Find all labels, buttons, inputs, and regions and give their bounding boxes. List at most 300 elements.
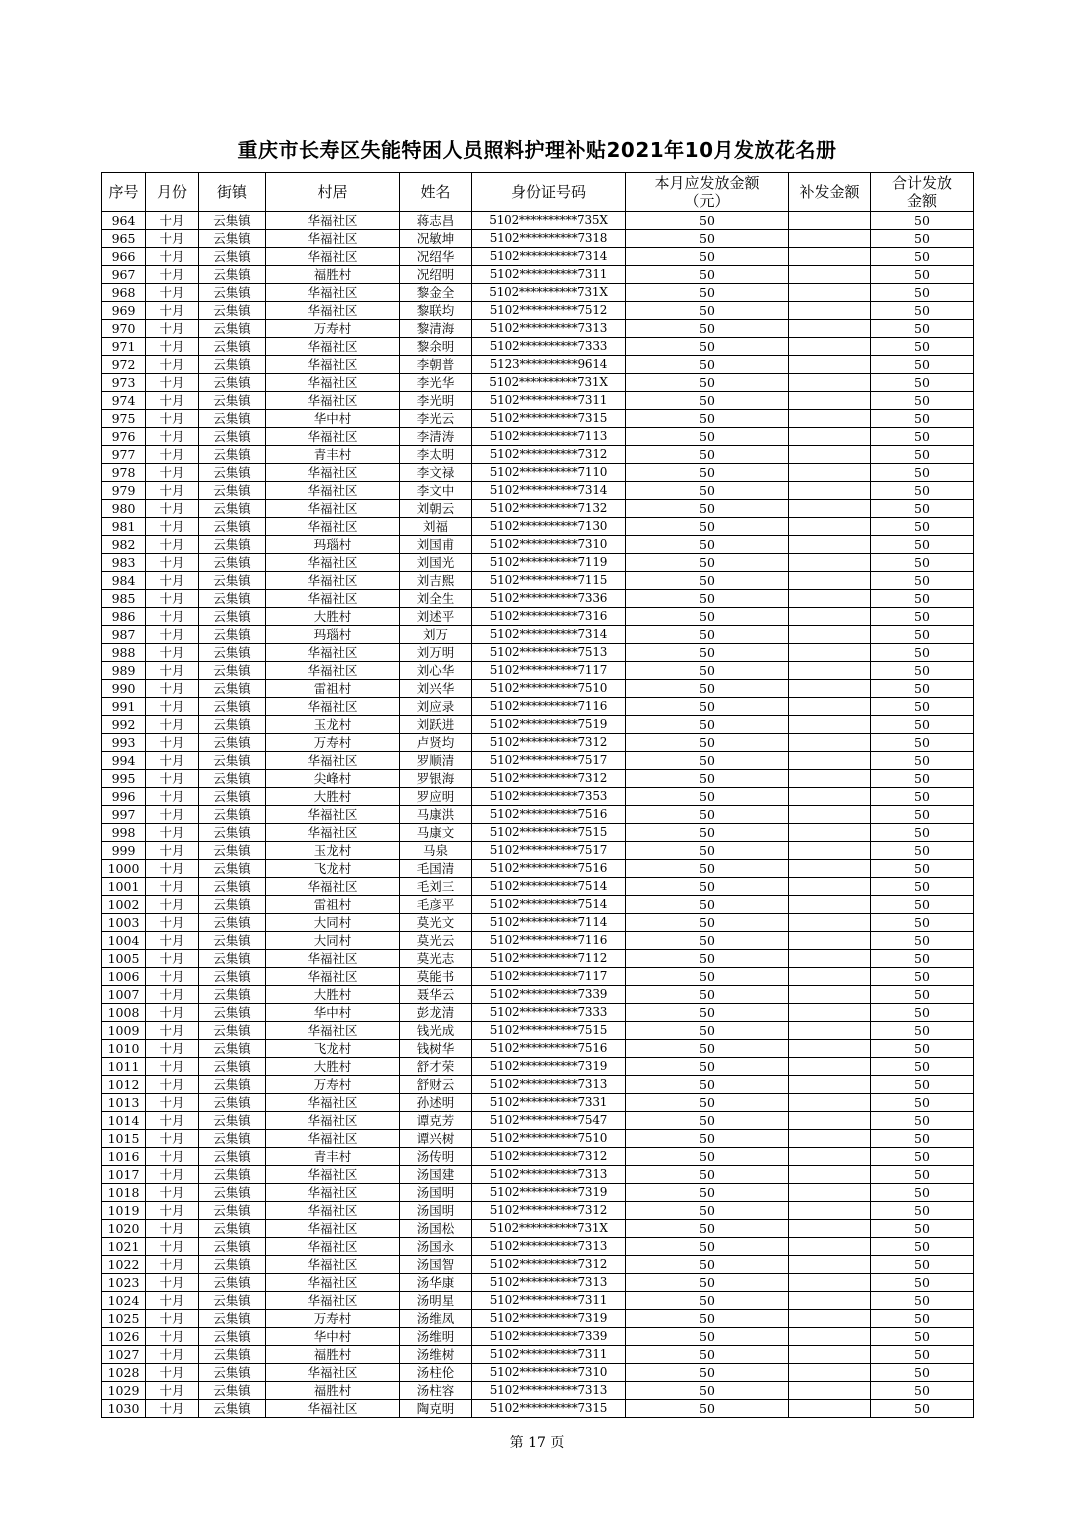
cell-total: 50 <box>871 1004 974 1022</box>
cell-month: 十月 <box>146 1256 199 1274</box>
cell-town: 云集镇 <box>199 536 266 554</box>
cell-seq: 1023 <box>102 1274 146 1292</box>
cell-month: 十月 <box>146 752 199 770</box>
cell-town: 云集镇 <box>199 410 266 428</box>
cell-back-pay <box>789 1364 871 1382</box>
cell-month: 十月 <box>146 410 199 428</box>
cell-village: 华福社区 <box>266 1400 400 1418</box>
cell-town: 云集镇 <box>199 1112 266 1130</box>
cell-amount-due: 50 <box>626 500 789 518</box>
table-row <box>102 1400 974 1418</box>
cell-back-pay <box>789 968 871 986</box>
cell-amount-due: 50 <box>626 374 789 392</box>
cell-id-number: 5102**********735X <box>472 212 626 230</box>
cell-name: 汤明星 <box>400 1292 472 1310</box>
cell-total: 50 <box>871 1130 974 1148</box>
cell-total: 50 <box>871 500 974 518</box>
cell-town: 云集镇 <box>199 1364 266 1382</box>
cell-name: 刘万 <box>400 626 472 644</box>
cell-total: 50 <box>871 662 974 680</box>
cell-village: 华福社区 <box>266 1202 400 1220</box>
cell-id-number: 5102**********7312 <box>472 1148 626 1166</box>
cell-village: 华福社区 <box>266 752 400 770</box>
table-row <box>102 734 974 752</box>
cell-id-number: 5102**********7314 <box>472 626 626 644</box>
cell-month: 十月 <box>146 608 199 626</box>
table-row <box>102 1130 974 1148</box>
cell-amount-due: 50 <box>626 428 789 446</box>
cell-month: 十月 <box>146 662 199 680</box>
cell-amount-due: 50 <box>626 878 789 896</box>
cell-town: 云集镇 <box>199 932 266 950</box>
cell-amount-due: 50 <box>626 266 789 284</box>
cell-seq: 969 <box>102 302 146 320</box>
cell-village: 雷祖村 <box>266 896 400 914</box>
cell-amount-due: 50 <box>626 752 789 770</box>
cell-back-pay <box>789 284 871 302</box>
cell-seq: 1024 <box>102 1292 146 1310</box>
cell-seq: 989 <box>102 662 146 680</box>
cell-village: 大胜村 <box>266 788 400 806</box>
table-row <box>102 500 974 518</box>
cell-total: 50 <box>871 896 974 914</box>
cell-total: 50 <box>871 968 974 986</box>
cell-name: 黎余明 <box>400 338 472 356</box>
cell-amount-due: 50 <box>626 410 789 428</box>
cell-total: 50 <box>871 1058 974 1076</box>
cell-town: 云集镇 <box>199 518 266 536</box>
cell-amount-due: 50 <box>626 320 789 338</box>
cell-village: 华中村 <box>266 1328 400 1346</box>
cell-name: 况敏坤 <box>400 230 472 248</box>
cell-id-number: 5102**********7517 <box>472 752 626 770</box>
cell-village: 尖峰村 <box>266 770 400 788</box>
cell-id-number: 5102**********7311 <box>472 266 626 284</box>
cell-village: 华福社区 <box>266 302 400 320</box>
cell-id-number: 5102**********7313 <box>472 1166 626 1184</box>
cell-amount-due: 50 <box>626 1166 789 1184</box>
table-row <box>102 572 974 590</box>
cell-village: 华福社区 <box>266 1166 400 1184</box>
cell-seq: 987 <box>102 626 146 644</box>
cell-total: 50 <box>871 1022 974 1040</box>
cell-village: 华福社区 <box>266 572 400 590</box>
table-row <box>102 1310 974 1328</box>
cell-month: 十月 <box>146 1112 199 1130</box>
table-row <box>102 932 974 950</box>
cell-village: 玛瑙村 <box>266 626 400 644</box>
cell-town: 云集镇 <box>199 338 266 356</box>
table-row <box>102 680 974 698</box>
table-row <box>102 662 974 680</box>
cell-amount-due: 50 <box>626 554 789 572</box>
cell-month: 十月 <box>146 644 199 662</box>
cell-total: 50 <box>871 950 974 968</box>
cell-name: 毛彦平 <box>400 896 472 914</box>
cell-name: 李清涛 <box>400 428 472 446</box>
cell-name: 李光云 <box>400 410 472 428</box>
cell-name: 蒋志昌 <box>400 212 472 230</box>
cell-month: 十月 <box>146 266 199 284</box>
cell-seq: 978 <box>102 464 146 482</box>
cell-amount-due: 50 <box>626 1310 789 1328</box>
cell-total: 50 <box>871 680 974 698</box>
cell-total: 50 <box>871 212 974 230</box>
cell-seq: 988 <box>102 644 146 662</box>
cell-name: 莫能书 <box>400 968 472 986</box>
cell-back-pay <box>789 896 871 914</box>
roster-table <box>101 172 974 1418</box>
cell-id-number: 5102**********7116 <box>472 932 626 950</box>
table-row <box>102 608 974 626</box>
cell-name: 刘兴华 <box>400 680 472 698</box>
cell-village: 华福社区 <box>266 1256 400 1274</box>
cell-month: 十月 <box>146 428 199 446</box>
cell-total: 50 <box>871 572 974 590</box>
cell-back-pay <box>789 338 871 356</box>
cell-seq: 1025 <box>102 1310 146 1328</box>
cell-town: 云集镇 <box>199 1130 266 1148</box>
cell-amount-due: 50 <box>626 1094 789 1112</box>
table-row <box>102 626 974 644</box>
cell-back-pay <box>789 1022 871 1040</box>
table-row <box>102 1292 974 1310</box>
cell-id-number: 5102**********7119 <box>472 554 626 572</box>
cell-village: 华福社区 <box>266 590 400 608</box>
cell-seq: 994 <box>102 752 146 770</box>
cell-amount-due: 50 <box>626 824 789 842</box>
cell-town: 云集镇 <box>199 212 266 230</box>
cell-seq: 974 <box>102 392 146 410</box>
cell-name: 汤维明 <box>400 1328 472 1346</box>
cell-amount-due: 50 <box>626 1400 789 1418</box>
cell-amount-due: 50 <box>626 698 789 716</box>
table-row <box>102 1058 974 1076</box>
cell-name: 舒财云 <box>400 1076 472 1094</box>
cell-amount-due: 50 <box>626 860 789 878</box>
cell-month: 十月 <box>146 1040 199 1058</box>
cell-total: 50 <box>871 716 974 734</box>
table-row <box>102 842 974 860</box>
cell-seq: 1014 <box>102 1112 146 1130</box>
cell-amount-due: 50 <box>626 1130 789 1148</box>
cell-back-pay <box>789 878 871 896</box>
cell-name: 聂华云 <box>400 986 472 1004</box>
cell-back-pay <box>789 464 871 482</box>
cell-total: 50 <box>871 536 974 554</box>
table-row <box>102 266 974 284</box>
cell-id-number: 5102**********7110 <box>472 464 626 482</box>
cell-amount-due: 50 <box>626 464 789 482</box>
cell-id-number: 5102**********7515 <box>472 1022 626 1040</box>
cell-back-pay <box>789 662 871 680</box>
cell-back-pay <box>789 1184 871 1202</box>
table-row <box>102 428 974 446</box>
cell-town: 云集镇 <box>199 608 266 626</box>
cell-town: 云集镇 <box>199 482 266 500</box>
cell-town: 云集镇 <box>199 1292 266 1310</box>
cell-seq: 1015 <box>102 1130 146 1148</box>
cell-amount-due: 50 <box>626 1364 789 1382</box>
cell-village: 华福社区 <box>266 392 400 410</box>
cell-village: 华福社区 <box>266 968 400 986</box>
cell-village: 华福社区 <box>266 338 400 356</box>
cell-seq: 1013 <box>102 1094 146 1112</box>
cell-back-pay <box>789 986 871 1004</box>
cell-amount-due: 50 <box>626 1040 789 1058</box>
cell-village: 华福社区 <box>266 1364 400 1382</box>
cell-total: 50 <box>871 806 974 824</box>
cell-name: 汤柱伦 <box>400 1364 472 1382</box>
table-row <box>102 554 974 572</box>
cell-town: 云集镇 <box>199 464 266 482</box>
cell-id-number: 5102**********7319 <box>472 1184 626 1202</box>
cell-id-number: 5102**********7314 <box>472 248 626 266</box>
cell-village: 华福社区 <box>266 1238 400 1256</box>
cell-total: 50 <box>871 1202 974 1220</box>
table-row <box>102 1220 974 1238</box>
cell-total: 50 <box>871 338 974 356</box>
table-row <box>102 968 974 986</box>
cell-back-pay <box>789 860 871 878</box>
cell-town: 云集镇 <box>199 1256 266 1274</box>
cell-seq: 1019 <box>102 1202 146 1220</box>
cell-amount-due: 50 <box>626 1256 789 1274</box>
cell-month: 十月 <box>146 1076 199 1094</box>
cell-village: 万寿村 <box>266 1076 400 1094</box>
cell-amount-due: 50 <box>626 734 789 752</box>
table-row <box>102 716 974 734</box>
cell-town: 云集镇 <box>199 230 266 248</box>
cell-id-number: 5102**********7117 <box>472 662 626 680</box>
cell-back-pay <box>789 1166 871 1184</box>
cell-month: 十月 <box>146 842 199 860</box>
cell-seq: 1007 <box>102 986 146 1004</box>
cell-town: 云集镇 <box>199 824 266 842</box>
cell-back-pay <box>789 1328 871 1346</box>
cell-back-pay <box>789 1112 871 1130</box>
cell-amount-due: 50 <box>626 608 789 626</box>
cell-back-pay <box>789 1094 871 1112</box>
cell-village: 万寿村 <box>266 1310 400 1328</box>
cell-name: 刘全生 <box>400 590 472 608</box>
cell-month: 十月 <box>146 1022 199 1040</box>
cell-total: 50 <box>871 608 974 626</box>
cell-town: 云集镇 <box>199 590 266 608</box>
cell-village: 万寿村 <box>266 734 400 752</box>
cell-month: 十月 <box>146 356 199 374</box>
cell-total: 50 <box>871 1220 974 1238</box>
table-row <box>102 230 974 248</box>
cell-month: 十月 <box>146 986 199 1004</box>
cell-seq: 984 <box>102 572 146 590</box>
cell-name: 李光明 <box>400 392 472 410</box>
cell-back-pay <box>789 788 871 806</box>
cell-name: 李文中 <box>400 482 472 500</box>
cell-town: 云集镇 <box>199 1184 266 1202</box>
cell-name: 毛刘三 <box>400 878 472 896</box>
cell-month: 十月 <box>146 932 199 950</box>
cell-village: 大胜村 <box>266 1058 400 1076</box>
cell-village: 华中村 <box>266 1004 400 1022</box>
cell-back-pay <box>789 950 871 968</box>
cell-month: 十月 <box>146 806 199 824</box>
cell-total: 50 <box>871 824 974 842</box>
cell-month: 十月 <box>146 878 199 896</box>
cell-month: 十月 <box>146 1004 199 1022</box>
table-row <box>102 698 974 716</box>
cell-seq: 993 <box>102 734 146 752</box>
cell-id-number: 5102**********7113 <box>472 428 626 446</box>
cell-amount-due: 50 <box>626 1292 789 1310</box>
cell-back-pay <box>789 1076 871 1094</box>
cell-name: 汤国智 <box>400 1256 472 1274</box>
cell-village: 华福社区 <box>266 212 400 230</box>
cell-back-pay <box>789 410 871 428</box>
cell-seq: 1029 <box>102 1382 146 1400</box>
cell-back-pay <box>789 644 871 662</box>
cell-id-number: 5102**********7313 <box>472 1274 626 1292</box>
cell-amount-due: 50 <box>626 572 789 590</box>
table-row <box>102 356 974 374</box>
table-row <box>102 212 974 230</box>
cell-amount-due: 50 <box>626 1112 789 1130</box>
cell-village: 华福社区 <box>266 230 400 248</box>
cell-name: 卢贤均 <box>400 734 472 752</box>
cell-id-number: 5102**********7311 <box>472 392 626 410</box>
table-row <box>102 536 974 554</box>
cell-amount-due: 50 <box>626 950 789 968</box>
cell-town: 云集镇 <box>199 950 266 968</box>
cell-month: 十月 <box>146 1238 199 1256</box>
cell-total: 50 <box>871 734 974 752</box>
cell-total: 50 <box>871 320 974 338</box>
cell-village: 青丰村 <box>266 446 400 464</box>
table-row <box>102 392 974 410</box>
cell-seq: 1009 <box>102 1022 146 1040</box>
cell-total: 50 <box>871 1346 974 1364</box>
cell-amount-due: 50 <box>626 392 789 410</box>
table-row <box>102 752 974 770</box>
cell-back-pay <box>789 1292 871 1310</box>
table-row <box>102 1346 974 1364</box>
cell-seq: 967 <box>102 266 146 284</box>
cell-amount-due: 50 <box>626 536 789 554</box>
cell-id-number: 5102**********7311 <box>472 1292 626 1310</box>
cell-month: 十月 <box>146 788 199 806</box>
cell-name: 汤国明 <box>400 1184 472 1202</box>
table-row <box>102 590 974 608</box>
cell-amount-due: 50 <box>626 662 789 680</box>
table-row <box>102 1328 974 1346</box>
cell-total: 50 <box>871 410 974 428</box>
cell-town: 云集镇 <box>199 914 266 932</box>
cell-month: 十月 <box>146 1058 199 1076</box>
cell-amount-due: 50 <box>626 1148 789 1166</box>
cell-village: 大胜村 <box>266 986 400 1004</box>
cell-total: 50 <box>871 266 974 284</box>
table-row <box>102 1364 974 1382</box>
cell-seq: 981 <box>102 518 146 536</box>
cell-id-number: 5102**********7313 <box>472 1238 626 1256</box>
cell-town: 云集镇 <box>199 284 266 302</box>
table-row <box>102 860 974 878</box>
cell-amount-due: 50 <box>626 1076 789 1094</box>
cell-village: 华福社区 <box>266 806 400 824</box>
cell-town: 云集镇 <box>199 572 266 590</box>
cell-village: 华福社区 <box>266 1094 400 1112</box>
cell-amount-due: 50 <box>626 1022 789 1040</box>
cell-id-number: 5102**********7519 <box>472 716 626 734</box>
header-back-pay: 补发金额 <box>789 173 871 212</box>
table-row <box>102 824 974 842</box>
cell-id-number: 5102**********731X <box>472 284 626 302</box>
cell-back-pay <box>789 374 871 392</box>
page-title: 重庆市长寿区失能特困人员照料护理补贴2021年10月发放花名册 <box>237 138 837 162</box>
cell-back-pay <box>789 932 871 950</box>
table-row <box>102 1166 974 1184</box>
cell-town: 云集镇 <box>199 1148 266 1166</box>
cell-village: 福胜村 <box>266 1382 400 1400</box>
cell-name: 刘国甫 <box>400 536 472 554</box>
cell-month: 十月 <box>146 716 199 734</box>
cell-seq: 979 <box>102 482 146 500</box>
cell-name: 刘朝云 <box>400 500 472 518</box>
table-row <box>102 518 974 536</box>
cell-name: 罗应明 <box>400 788 472 806</box>
cell-total: 50 <box>871 1148 974 1166</box>
cell-seq: 1020 <box>102 1220 146 1238</box>
cell-village: 华福社区 <box>266 518 400 536</box>
cell-back-pay <box>789 356 871 374</box>
cell-back-pay <box>789 680 871 698</box>
table-row <box>102 1004 974 1022</box>
cell-amount-due: 50 <box>626 1202 789 1220</box>
cell-month: 十月 <box>146 1310 199 1328</box>
cell-seq: 1000 <box>102 860 146 878</box>
cell-amount-due: 50 <box>626 1346 789 1364</box>
table-row <box>102 446 974 464</box>
cell-town: 云集镇 <box>199 1328 266 1346</box>
cell-name: 马康文 <box>400 824 472 842</box>
cell-total: 50 <box>871 788 974 806</box>
cell-month: 十月 <box>146 284 199 302</box>
cell-month: 十月 <box>146 1166 199 1184</box>
cell-town: 云集镇 <box>199 1220 266 1238</box>
cell-village: 玛瑙村 <box>266 536 400 554</box>
cell-id-number: 5102**********7112 <box>472 950 626 968</box>
cell-id-number: 5102**********7315 <box>472 1400 626 1418</box>
cell-id-number: 5123**********9614 <box>472 356 626 374</box>
cell-month: 十月 <box>146 518 199 536</box>
cell-seq: 966 <box>102 248 146 266</box>
cell-seq: 1026 <box>102 1328 146 1346</box>
cell-id-number: 5102**********731X <box>472 1220 626 1238</box>
cell-id-number: 5102**********7514 <box>472 896 626 914</box>
table-row <box>102 1274 974 1292</box>
cell-amount-due: 50 <box>626 590 789 608</box>
table-row <box>102 320 974 338</box>
cell-village: 华中村 <box>266 410 400 428</box>
cell-month: 十月 <box>146 1184 199 1202</box>
table-row <box>102 302 974 320</box>
cell-total: 50 <box>871 1166 974 1184</box>
header-total: 合计发放金额 <box>871 173 974 212</box>
cell-id-number: 5102**********7313 <box>472 320 626 338</box>
cell-amount-due: 50 <box>626 680 789 698</box>
cell-total: 50 <box>871 878 974 896</box>
table-header-row <box>102 173 974 212</box>
